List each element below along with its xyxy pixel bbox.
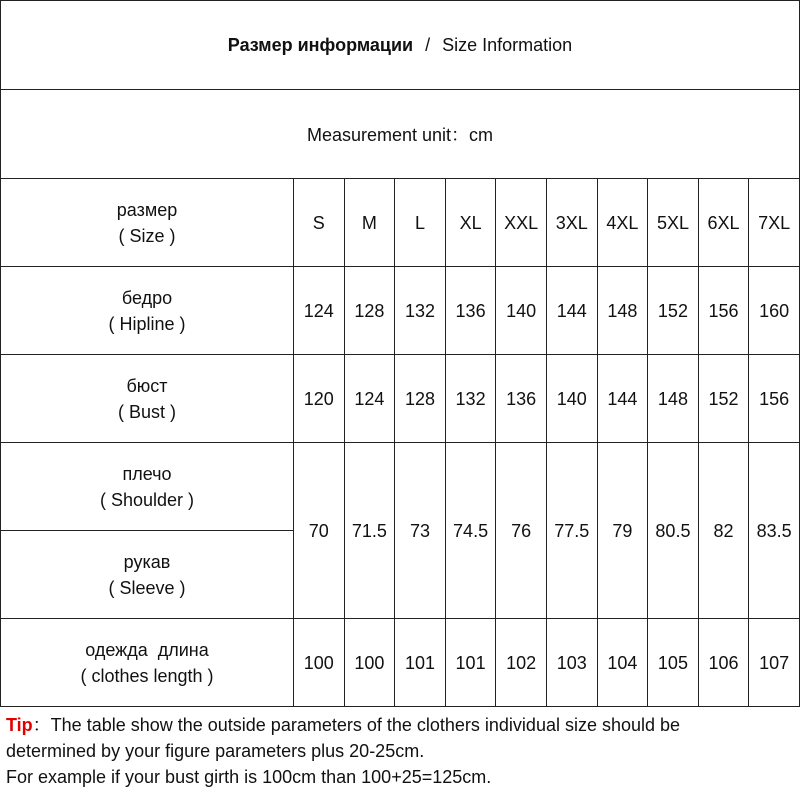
tip-line-1 [6, 712, 796, 738]
shoulder-row [1, 443, 800, 531]
bust-cell: 136 [496, 355, 547, 443]
bust-label-ru: бюст [126, 375, 168, 396]
shoulder-sleeve-cell: 76 [496, 443, 547, 619]
bust-cell: 144 [597, 355, 648, 443]
shoulder-sleeve-cell: 74.5 [445, 443, 496, 619]
shoulder-label-ru: плечо [122, 463, 172, 484]
size-row [1, 179, 800, 267]
measurement-unit-text: Measurement unit：cm [306, 125, 494, 145]
bust-row [1, 355, 800, 443]
sleeve-label-ru: рукав [123, 551, 171, 572]
length-cell: 101 [445, 619, 496, 707]
size-cell: 4XL [597, 179, 648, 267]
size-cell: XL [445, 179, 496, 267]
shoulder-sleeve-cell: 71.5 [344, 443, 395, 619]
length-cell: 101 [395, 619, 446, 707]
measurement-unit [0, 89, 800, 178]
bust-cell: 124 [344, 355, 395, 443]
chart-title [0, 0, 800, 89]
tip-text-1: ：The table show the outside parameters of the clothers individual size should be [32, 715, 681, 735]
shoulder-label-en: ( Shoulder ) [99, 489, 195, 510]
bust-cell: 128 [395, 355, 446, 443]
hipline-label-en: ( Hipline ) [108, 313, 186, 334]
shoulder-sleeve-cell: 73 [395, 443, 446, 619]
size-label-cell [1, 179, 294, 267]
title-separator: / [425, 34, 431, 55]
hipline-cell: 136 [445, 267, 496, 355]
hipline-cell: 152 [648, 267, 699, 355]
size-cell: M [344, 179, 395, 267]
hipline-cell: 156 [698, 267, 749, 355]
size-label-en: ( Size ) [118, 225, 176, 246]
tip-note [6, 712, 796, 790]
length-cell: 100 [294, 619, 345, 707]
shoulder-sleeve-cell: 82 [698, 443, 749, 619]
length-cell: 107 [749, 619, 800, 707]
length-cell: 106 [698, 619, 749, 707]
bust-cell: 132 [445, 355, 496, 443]
bust-label-cell [1, 355, 294, 443]
hipline-cell: 144 [546, 267, 597, 355]
size-cell: XXL [496, 179, 547, 267]
size-cell: 6XL [698, 179, 749, 267]
hipline-cell: 148 [597, 267, 648, 355]
length-label-ru: одежда длина [85, 639, 209, 660]
shoulder-label-cell [1, 443, 294, 531]
hipline-cell: 124 [294, 267, 345, 355]
hipline-label-cell [1, 267, 294, 355]
sleeve-label-en: ( Sleeve ) [108, 577, 186, 598]
title-english: Size Information [442, 34, 573, 55]
size-label-ru: размер [116, 199, 178, 220]
hipline-cell: 140 [496, 267, 547, 355]
tip-line-2: determined by your figure parameters plus 20-25cm. [6, 741, 425, 761]
tip-label: Tip [6, 715, 33, 735]
sleeve-label-cell [1, 531, 294, 619]
shoulder-sleeve-cell: 77.5 [546, 443, 597, 619]
bust-label-en: ( Bust ) [117, 401, 176, 422]
bust-cell: 140 [546, 355, 597, 443]
tip-line-3: For example if your bust girth is 100cm than 100+25=125cm. [6, 767, 492, 787]
hipline-cell: 132 [395, 267, 446, 355]
shoulder-sleeve-cell: 83.5 [749, 443, 800, 619]
bust-cell: 152 [698, 355, 749, 443]
hipline-cell: 128 [344, 267, 395, 355]
size-cell: 7XL [749, 179, 800, 267]
bust-cell: 148 [648, 355, 699, 443]
length-cell: 105 [648, 619, 699, 707]
shoulder-sleeve-cell: 70 [294, 443, 345, 619]
length-cell: 104 [597, 619, 648, 707]
shoulder-sleeve-cell: 79 [597, 443, 648, 619]
hipline-row [1, 267, 800, 355]
hipline-cell: 160 [749, 267, 800, 355]
bust-cell: 120 [294, 355, 345, 443]
length-row [1, 619, 800, 707]
hipline-label-ru: бедро [121, 287, 173, 308]
size-cell: L [395, 179, 446, 267]
size-cell: S [294, 179, 345, 267]
title-russian: Размер информации [227, 34, 414, 55]
size-cell: 3XL [546, 179, 597, 267]
length-label-cell [1, 619, 294, 707]
length-cell: 102 [496, 619, 547, 707]
shoulder-sleeve-cell: 80.5 [648, 443, 699, 619]
size-cell: 5XL [648, 179, 699, 267]
size-table [0, 178, 800, 707]
length-cell: 103 [546, 619, 597, 707]
length-cell: 100 [344, 619, 395, 707]
bust-cell: 156 [749, 355, 800, 443]
length-label-en: ( clothes length ) [80, 665, 214, 686]
